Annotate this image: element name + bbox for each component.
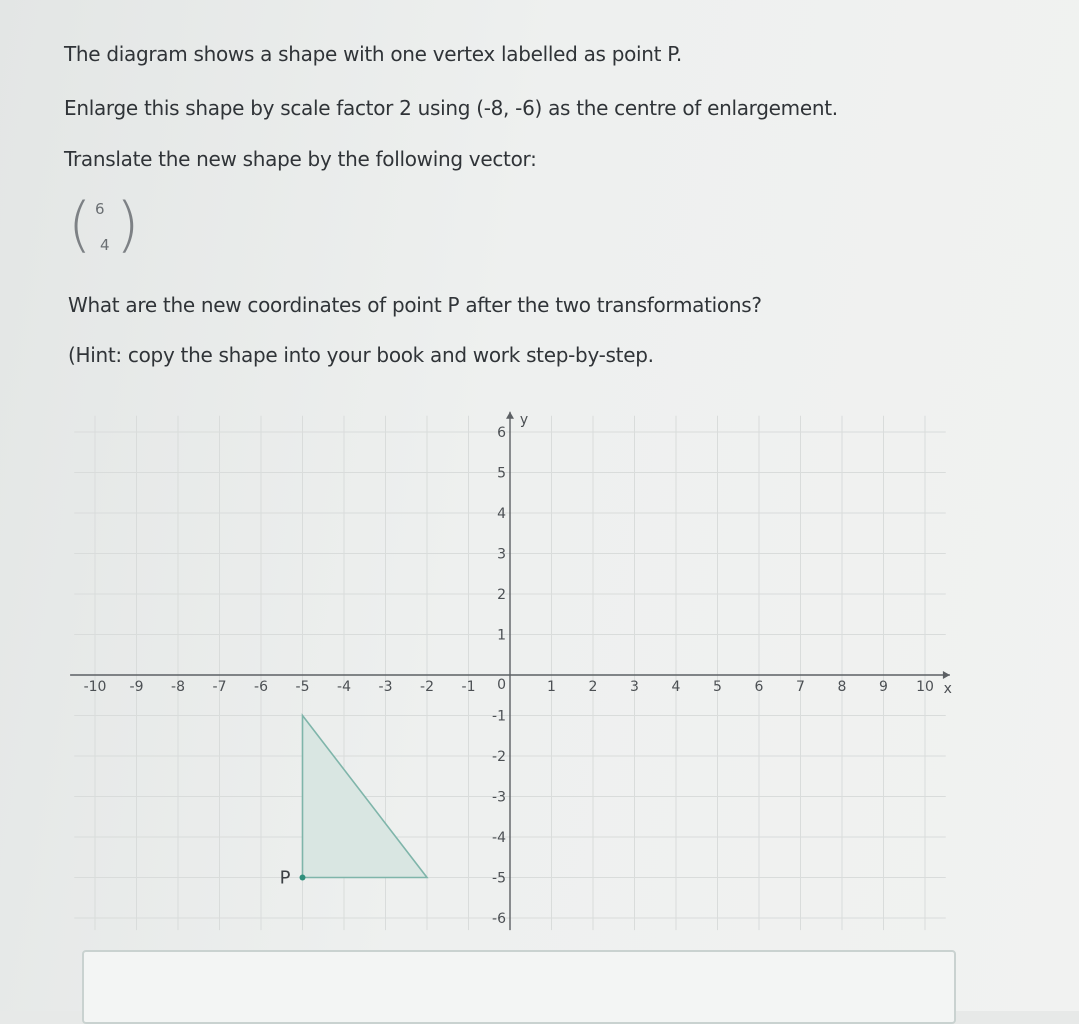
y-tick-label: -2 <box>492 749 506 765</box>
x-tick-label: 5 <box>713 679 722 695</box>
y-tick-label: 5 <box>497 465 506 482</box>
y-tick-label: -6 <box>492 911 506 927</box>
y-axis-arrow <box>506 412 514 419</box>
x-tick-label: -4 <box>337 679 351 695</box>
x-tick-label: 7 <box>796 679 805 695</box>
x-axis-label: x <box>943 681 952 697</box>
question-line-2: Enlarge this shape by scale factor 2 using (-8, -6) as the centre of enlargement. <box>64 96 838 120</box>
x-tick-label: 2 <box>588 679 598 695</box>
x-axis-arrow <box>943 671 950 679</box>
x-tick-label: 6 <box>754 679 764 695</box>
point-p-marker <box>300 875 306 881</box>
vector-left-bracket: ( <box>68 190 92 260</box>
x-tick-label: -9 <box>129 679 144 695</box>
answer-input[interactable] <box>82 950 956 1024</box>
x-tick-label: -10 <box>83 679 107 695</box>
y-tick-label: 1 <box>497 627 506 644</box>
origin-label: 0 <box>497 677 506 693</box>
question-line-1: The diagram shows a shape with one vertex labelled as point P. <box>64 42 682 66</box>
question-line-3: Translate the new shape by the following vector: <box>64 147 537 171</box>
x-tick-label: -1 <box>461 679 476 695</box>
x-tick-label: -7 <box>212 679 227 695</box>
x-tick-label: -3 <box>378 679 393 695</box>
y-axis-label: y <box>519 411 529 428</box>
x-tick-label: 10 <box>916 679 934 695</box>
hint-line: (Hint: copy the shape into your book and work step-by-step. <box>68 343 654 367</box>
point-p-label: P <box>279 867 291 889</box>
x-tick-label: -8 <box>171 679 185 695</box>
vector-right-bracket: ) <box>116 190 140 260</box>
x-tick-label: 3 <box>630 679 639 695</box>
y-tick-label: 4 <box>497 506 506 522</box>
y-tick-label: 6 <box>497 425 506 441</box>
vector-bottom-component: 4 <box>100 236 110 254</box>
y-tick-label: -3 <box>492 789 506 806</box>
y-tick-label: -4 <box>492 830 506 846</box>
x-tick-label: 9 <box>879 679 888 695</box>
x-tick-label: 8 <box>837 679 847 695</box>
question-line-4: What are the new coordinates of point P after the two transformations? <box>68 293 762 317</box>
y-tick-label: -5 <box>492 870 506 887</box>
y-tick-label: 2 <box>497 587 506 603</box>
x-tick-label: -2 <box>420 679 434 695</box>
y-tick-label: -1 <box>492 708 506 725</box>
x-tick-label: -5 <box>295 679 310 695</box>
x-tick-label: -6 <box>254 679 268 695</box>
y-tick-label: 3 <box>497 546 506 563</box>
x-tick-label: 1 <box>547 679 556 695</box>
x-tick-label: 4 <box>671 679 681 695</box>
vector-top-component: 6 <box>95 200 105 218</box>
